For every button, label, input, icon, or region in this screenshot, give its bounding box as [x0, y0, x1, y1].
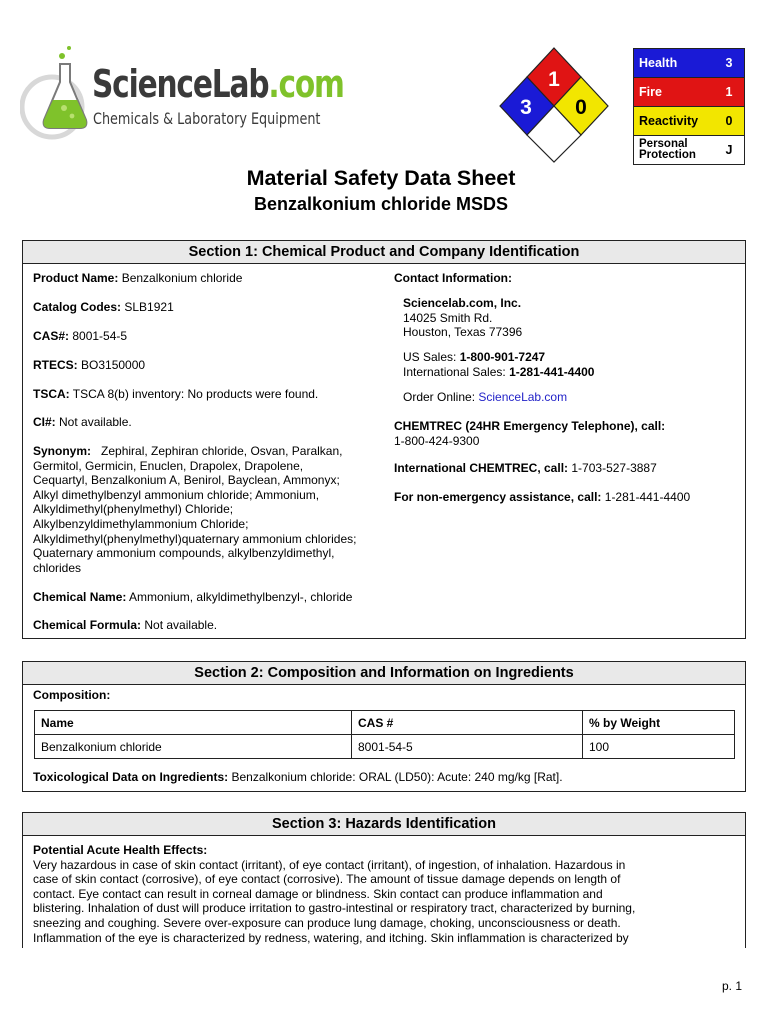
page-title: Material Safety Data Sheet	[246, 166, 516, 190]
hazard-value: 0	[725, 114, 733, 128]
col-name: Name	[35, 711, 352, 735]
logo	[20, 42, 344, 140]
tsca-field: TSCA: TSCA 8(b) inventory: No products were found.	[33, 387, 319, 401]
nfpa-reactivity-value: 0	[575, 96, 587, 119]
intl-chemtrec-field: International CHEMTREC, call: 1-703-527-3887	[394, 461, 657, 475]
synonym-field: Synonym: Zephiral, Zephiran chloride, Osvan, Paralkan, Germitol, Germicin, Enuclen, Drapolex, Drapolene, Cequartyl, Benzalkonium A, Benirol, Bayclean, Ammonyx; Alkyl dimethylbenzyl ammonium chloride; Ammonium, Alkyldimethyl(phenylmethyl) Chloride; Alkylbenzyldimethylammonium Chloride; Alkyldimethyl(phenylmethyl)quaternary ammonium chlorides; Quaternary ammonium compounds, alkylbenzyldimethyl, chlorides	[33, 444, 357, 575]
hazard-row	[634, 49, 744, 78]
page-subtitle: Benzalkonium chloride MSDS	[253, 194, 509, 214]
section-3-heading: Section 3: Hazards Identification	[23, 813, 745, 836]
order-online: Order Online: ScienceLab.com	[403, 390, 568, 404]
hazard-rating-table	[633, 48, 745, 165]
hazard-row	[634, 78, 744, 107]
flask-icon	[20, 42, 100, 140]
rtecs-field: RTECS: BO3150000	[33, 358, 146, 372]
chemical-name-field: Chemical Name: Ammonium, alkyldimethylbenzyl-, chloride	[33, 590, 353, 604]
nfpa-fire-value: 1	[548, 68, 560, 91]
chemical-formula-field: Chemical Formula: Not available.	[33, 618, 218, 632]
toxicological-data: Toxicological Data on Ingredients: Benzalkonium chloride: ORAL (LD50): Acute: 240 mg/kg [Rat].	[33, 770, 563, 784]
hazard-label: Health	[639, 55, 678, 70]
hazard-label: Fire	[639, 84, 662, 99]
hazard-row	[634, 107, 744, 136]
cell-name: Benzalkonium chloride	[35, 735, 352, 759]
nfpa-diamond	[497, 46, 611, 164]
hazard-label: Reactivity	[639, 113, 699, 128]
sciencelab-link[interactable]: ScienceLab.com	[478, 390, 568, 404]
hazard-value: 1	[725, 85, 733, 99]
col-weight: % by Weight	[583, 711, 735, 735]
chemtrec-field: CHEMTREC (24HR Emergency Telephone), call: 1-800-424-9300	[394, 419, 666, 448]
nfpa-health-value: 3	[520, 96, 532, 119]
hazard-value: J	[725, 143, 733, 157]
ci-field: CI#: Not available.	[33, 415, 132, 429]
table-row	[35, 735, 735, 759]
cell-cas: 8001-54-5	[352, 735, 583, 759]
col-cas: CAS #	[352, 711, 583, 735]
hazard-row	[634, 136, 744, 164]
page-number: p. 1	[722, 979, 743, 993]
composition-header-row	[35, 711, 735, 735]
composition-table	[34, 710, 735, 759]
non-emergency-field: For non-emergency assistance, call: 1-281-441-4400	[394, 490, 691, 504]
logo-tagline: Chemicals & Laboratory Equipment	[93, 109, 321, 128]
logo-com: .com	[268, 62, 344, 106]
acute-health-effects: Potential Acute Health Effects: Very hazardous in case of skin contact (irritant), of eye contact (irritant), of ingestion, of inhalation. Hazardous in case of skin contact (corrosive), of eye contact (corrosive). The amount of tissue damage depends on length of contact. Eye contact can result in corneal damage or blindness. Skin contact can produce inflammation and blistering. Inhalation of dust will produce irritation to gastro-intestinal or respiratory tract, characterized by burning, sneezing and coughing. Severe over-exposure can produce lung damage, choking, unconsciousness or death. Inflammation of the eye is characterized by redness, watering, and itching. Skin inflammation is characterized by	[33, 843, 636, 945]
hazard-label: Personal Protection	[639, 138, 696, 161]
cas-field: CAS#: 8001-54-5	[33, 329, 128, 343]
section-1-heading: Section 1: Chemical Product and Company Identification	[23, 241, 745, 264]
company-address: Sciencelab.com, Inc. 14025 Smith Rd. Houston, Texas 77396	[403, 296, 523, 340]
composition-label: Composition:	[33, 688, 111, 702]
catalog-codes-field: Catalog Codes: SLB1921	[33, 300, 174, 314]
contact-label: Contact Information:	[394, 271, 512, 285]
hazard-value: 3	[725, 56, 733, 70]
logo-lab: Lab	[211, 62, 269, 106]
cell-weight: 100	[583, 735, 735, 759]
product-name-field: Product Name: Benzalkonium chloride	[33, 271, 243, 285]
section-2-heading: Section 2: Composition and Information on Ingredients	[23, 662, 745, 685]
logo-science: Science	[92, 62, 212, 106]
sales-phones: US Sales: 1-800-901-7247 International Sales: 1-281-441-4400	[403, 350, 595, 379]
